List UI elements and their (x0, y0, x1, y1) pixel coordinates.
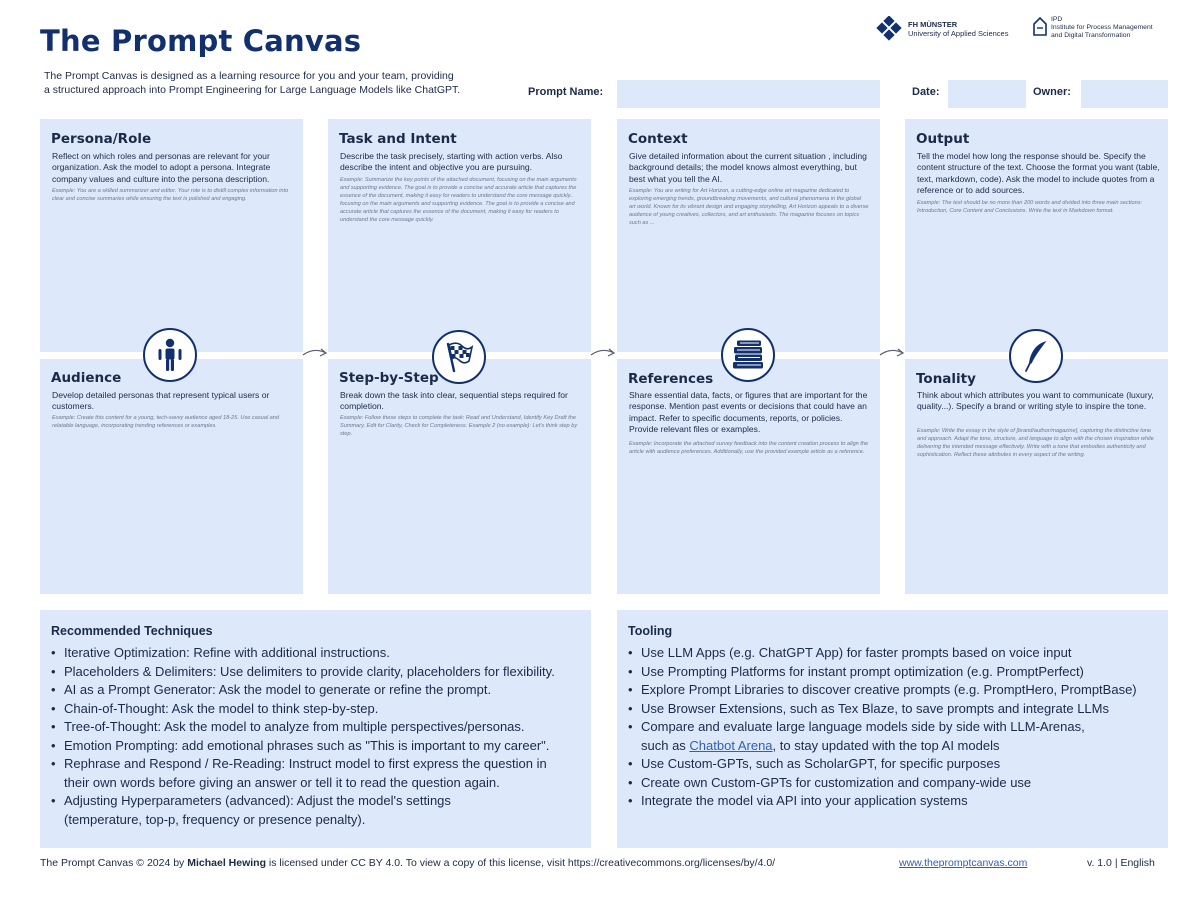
card-tonality[interactable] (905, 359, 1168, 594)
card-title: Persona/Role (51, 131, 152, 147)
arrow-right-icon (879, 345, 905, 359)
card-description: Develop detailed personas that represent typical users or customers. (52, 390, 270, 412)
card-example: Example: You are a skilled summarizer and editor. Your role is to distill complex information into clear and concise summaries while ensuring the text is polished and engaging. (52, 188, 289, 202)
list-item: • Compare and evaluate large language models side by side with LLM-Arenas, such as Chatbot Arena, to stay updated with the top AI models (628, 718, 1137, 755)
card-step-by-step[interactable] (328, 359, 591, 594)
card-output[interactable] (905, 119, 1168, 352)
card-description: Describe the task precisely, starting with action verbs. Also describe the intent and objective you are pursuing. (340, 151, 563, 173)
card-task-intent[interactable] (328, 119, 591, 352)
list-item: • AI as a Prompt Generator: Ask the model to generate or refine the prompt. (51, 681, 555, 700)
list-item: • Adjusting Hyperparameters (advanced): Adjust the model's settings (temperature, top-p, frequency or presence penalty). (51, 792, 555, 829)
list-item: • Emotion Prompting: add emotional phrases such as "This is important to my career". (51, 737, 555, 756)
quill-feather-icon (1009, 329, 1063, 383)
list-item: • Create own Custom-GPTs for customization and company-wide use (628, 774, 1137, 793)
card-context[interactable] (617, 119, 880, 352)
chatbot-arena-link[interactable]: Chatbot Arena (689, 737, 773, 753)
card-title: Tonality (916, 371, 976, 387)
card-example: Example: Write the essay in the style of [brand/author/magazine], capturing the distinctive tone and approach. Adapt the tone, structure, and language to align with the chosen inspiration while delivering the intended message effectively. Write with a tone that embodies authenticity and sophistication. Reflect these attributes in every aspect of the writing. (917, 428, 1154, 458)
list-item: • Placeholders & Delimiters: Use delimiters to provide clarity, placeholders for flexibility. (51, 663, 555, 682)
card-title: Audience (51, 370, 122, 386)
card-references[interactable] (617, 359, 880, 594)
intro-text: The Prompt Canvas is designed as a learning resource for you and your team, providing a structured approach into Prompt Engineering for Large Language Models like ChatGPT. (44, 70, 461, 96)
arrow-right-icon (590, 345, 616, 359)
ipd-logo-icon (1033, 16, 1047, 36)
list-item: • Tree-of-Thought: Ask the model to analyze from multiple perspectives/personas. (51, 718, 555, 737)
card-title: Output (916, 131, 970, 147)
date-label: Date: (912, 86, 940, 98)
list-item: • Explore Prompt Libraries to discover creative prompts (e.g. PromptHero, PromptBase) (628, 681, 1137, 700)
book-stack-icon (721, 328, 775, 382)
card-description: Break down the task into clear, sequential steps required for completion. (340, 390, 568, 412)
fh-logo-icon (876, 16, 902, 42)
owner-field[interactable] (1081, 80, 1168, 108)
list-item: • Use Custom-GPTs, such as ScholarGPT, for specific purposes (628, 755, 1137, 774)
list-item: • Integrate the model via API into your application systems (628, 792, 1137, 811)
card-description: Tell the model how long the response should be. Specify the content structure of the text. Choose the format you want (table, text, markdown, code). Ask the model to include quotes from a reference or to add sources. (917, 151, 1160, 196)
card-example: Example: Incorporate the attached survey feedback into the content creation process to align the article with audience preferences. Additionally, use the provided example article as a reference. (629, 441, 869, 455)
ipd-logo: IPD Institute for Process Management and Digital Transformation (1033, 16, 1153, 40)
list-item: • Iterative Optimization: Refine with additional instructions. (51, 644, 555, 663)
list-item: • Use Prompting Platforms for instant prompt optimization (e.g. PromptPerfect) (628, 663, 1137, 682)
version-label: v. 1.0 | English (1087, 857, 1155, 869)
card-title: Context (628, 131, 688, 147)
list-item: • Use LLM Apps (e.g. ChatGPT App) for faster prompts based on voice input (628, 644, 1137, 663)
card-title: Step-by-Step (339, 370, 439, 386)
card-example: Example: Follow these steps to complete the task: Read and Understand, Identify Key Draft the Summary, Edit for Clarity, Check for Completeness. Example 2 (no example): Let's think step by step. (340, 415, 578, 437)
card-persona-role[interactable] (40, 119, 303, 352)
card-title: References (628, 371, 714, 387)
website-link[interactable]: www.thepromptcanvas.com (899, 857, 1028, 869)
list-item: • Chain-of-Thought: Ask the model to think step-by-step. (51, 700, 555, 719)
date-field[interactable] (948, 80, 1026, 108)
card-description: Give detailed information about the current situation , including background details; the model knows almost everything, but best what you tell the AI. (629, 151, 867, 184)
card-example: Example: The text should be no more than 200 words and divided into three main sections: Introduction, Core Content and Conclusions. Write the text in Markdown format. (917, 200, 1143, 214)
page-title: The Prompt Canvas (40, 24, 362, 58)
section-title: Recommended Techniques (51, 624, 213, 638)
card-description: Think about which attributes you want to communicate (luxury, quality...). Specify a brand or writing style to inspire the tone. (917, 390, 1154, 412)
card-audience[interactable] (40, 359, 303, 594)
card-title: Task and Intent (339, 131, 457, 147)
prompt-name-field[interactable] (617, 80, 880, 108)
list-item: • Use Browser Extensions, such as Tex Blaze, to save prompts and integrate LLMs (628, 700, 1137, 719)
card-example: Example: You are writing for Art Horizon, a cutting-edge online art magazine dedicated to exploring emerging trends, groundbreaking movements, and cultural phenomena in the global art world. Known for its vibrant design and engaging storytelling, Art Horizon appeals to a diverse audience of young creatives, collectors, and art enthusiasts. The magazine focuses on topics such as ... (629, 188, 869, 226)
owner-label: Owner: (1033, 86, 1071, 98)
section-title: Tooling (628, 624, 673, 638)
tooling-panel (617, 610, 1168, 848)
card-description: Share essential data, facts, or figures that are important for the response. Mention past events or decisions that could have an impact. Refer to specific documents, reports, or policies. Provide relevant files or examples. (629, 390, 868, 435)
list-item: • Rephrase and Respond / Re-Reading: Instruct model to first express the question in their own words before giving an answer or tell it to read the question again. (51, 755, 555, 792)
checkered-flag-icon (432, 330, 486, 384)
card-example: Example: Create this content for a young, tech-savvy audience aged 18-25. Use casual and relatable language, incorporating trending references or examples. (52, 415, 279, 429)
card-description: Reflect on which roles and personas are relevant for your organization. Ask the model to adopt a persona. Integrate company values and culture into the persona description. (52, 151, 271, 184)
prompt-name-label: Prompt Name: (528, 86, 604, 98)
techniques-list (51, 644, 555, 829)
tooling-list (628, 644, 1137, 811)
arrow-right-icon (302, 345, 328, 359)
person-icon (143, 328, 197, 382)
recommended-techniques-panel (40, 610, 591, 848)
license-text: The Prompt Canvas © 2024 by Michael Hewing is licensed under CC BY 4.0. To view a copy of this license, visit https://creativecommons.org/licenses/by/4.0/ (40, 857, 776, 869)
fh-muenster-logo: FH MÜNSTER University of Applied Sciences (876, 16, 1008, 42)
card-example: Example: Summarize the key points of the attached document, focusing on the main arguments and supporting evidence. The goal is to provide a concise and accurate article that captures the essence of the document, making it easy for readers to understand the core message quickly.. focusing on the main arguments and supporting evidence. The goal is to provide a concise and accurate article that captures the essence of the document, making it easy for readers to understand the core message quickly. (340, 177, 577, 223)
